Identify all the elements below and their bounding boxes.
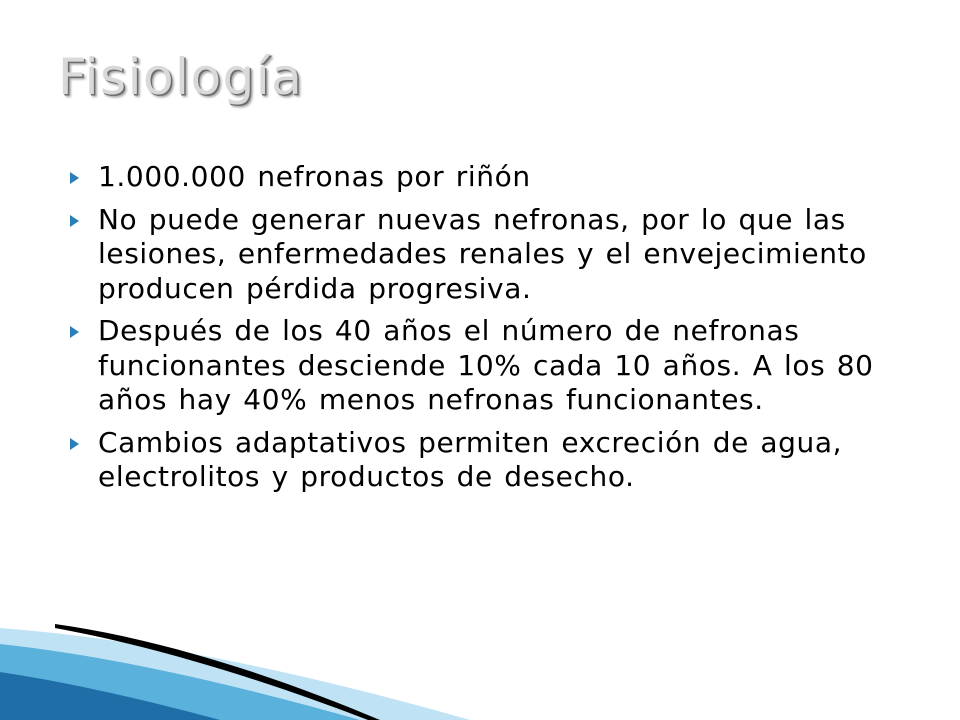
bullet-text: No puede generar nuevas nefronas, por lo que las lesiones, enfermedades renales y el envejecimiento producen pérdida progresiva.: [98, 202, 867, 305]
bullet-item: [68, 160, 928, 195]
bullet-list: [68, 160, 928, 503]
bullet-text: Después de los 40 años el número de nefronas funcionantes desciende 10% cada 10 años. A los 80 años hay 40% menos nefronas funcionantes.: [98, 314, 874, 416]
bullet-item: [68, 426, 928, 495]
arrow-bullet-icon: [70, 215, 79, 227]
arrow-bullet-icon: [70, 172, 79, 184]
bullet-text: 1.000.000 nefronas por riñón: [98, 160, 531, 193]
decorative-wave: [0, 610, 960, 720]
bullet-item: [68, 203, 928, 307]
bullet-text: Cambios adaptativos permiten excreción de agua, electrolitos y productos de desecho.: [98, 425, 843, 493]
arrow-bullet-icon: [70, 326, 79, 338]
bullet-item: [68, 314, 928, 418]
slide-title: Fisiología: [58, 48, 304, 106]
arrow-bullet-icon: [70, 438, 79, 450]
